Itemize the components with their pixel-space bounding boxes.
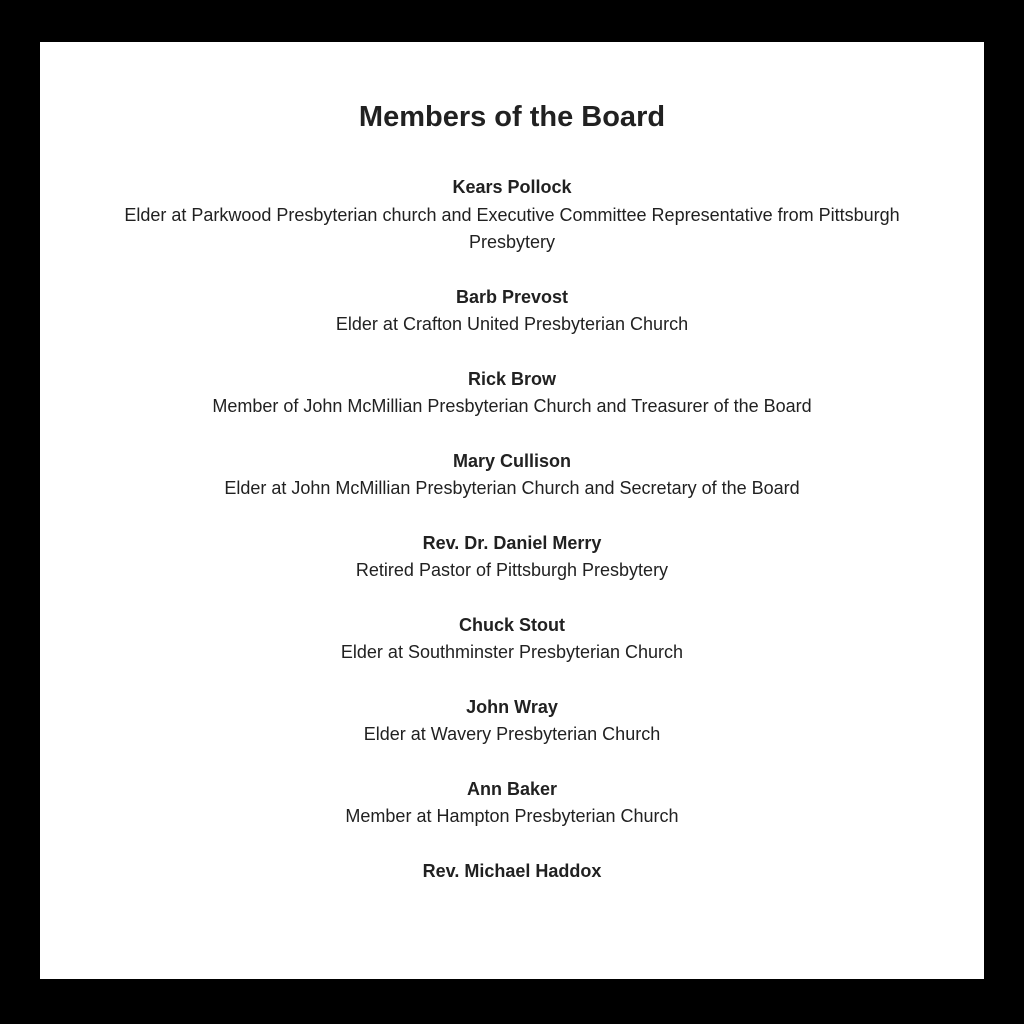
member-entry xyxy=(122,530,902,585)
member-entry xyxy=(122,858,902,886)
member-description: Elder at Southminster Presbyterian Church xyxy=(340,642,684,662)
member-name: Mary Cullison xyxy=(452,450,572,471)
member-description: Elder at Crafton United Presbyterian Church xyxy=(335,314,689,334)
member-entry xyxy=(122,694,902,749)
member-entry xyxy=(122,776,902,831)
member-description: Elder at Parkwood Presbyterian church and Executive Committee Representative from Pittsburgh Presbytery xyxy=(124,204,900,252)
page-title: Members of the Board xyxy=(358,101,666,133)
member-name: Ann Baker xyxy=(466,778,558,799)
member-name: Kears Pollock xyxy=(452,177,572,197)
member-entry xyxy=(122,174,902,257)
member-entry xyxy=(122,612,902,667)
member-description: Elder at John McMillian Presbyterian Church and Secretary of the Board xyxy=(224,478,800,498)
member-name: Rev. Dr. Daniel Merry xyxy=(422,532,602,553)
member-description: Retired Pastor of Pittsburgh Presbytery xyxy=(355,560,669,580)
member-name: John Wray xyxy=(466,696,558,717)
members-list xyxy=(122,174,902,885)
member-entry xyxy=(122,366,902,421)
member-description: Member at Hampton Presbyterian Church xyxy=(345,806,679,826)
member-name: Chuck Stout xyxy=(459,614,565,635)
member-name: Rick Brow xyxy=(467,368,557,389)
member-description: Elder at Wavery Presbyterian Church xyxy=(363,724,661,744)
member-name: Barb Prevost xyxy=(455,286,569,307)
member-entry xyxy=(122,448,902,503)
member-entry xyxy=(122,284,902,339)
board-page xyxy=(40,42,984,979)
member-name: Rev. Michael Haddox xyxy=(422,860,602,881)
member-description: Member of John McMillian Presbyterian Church and Treasurer of the Board xyxy=(212,396,812,416)
